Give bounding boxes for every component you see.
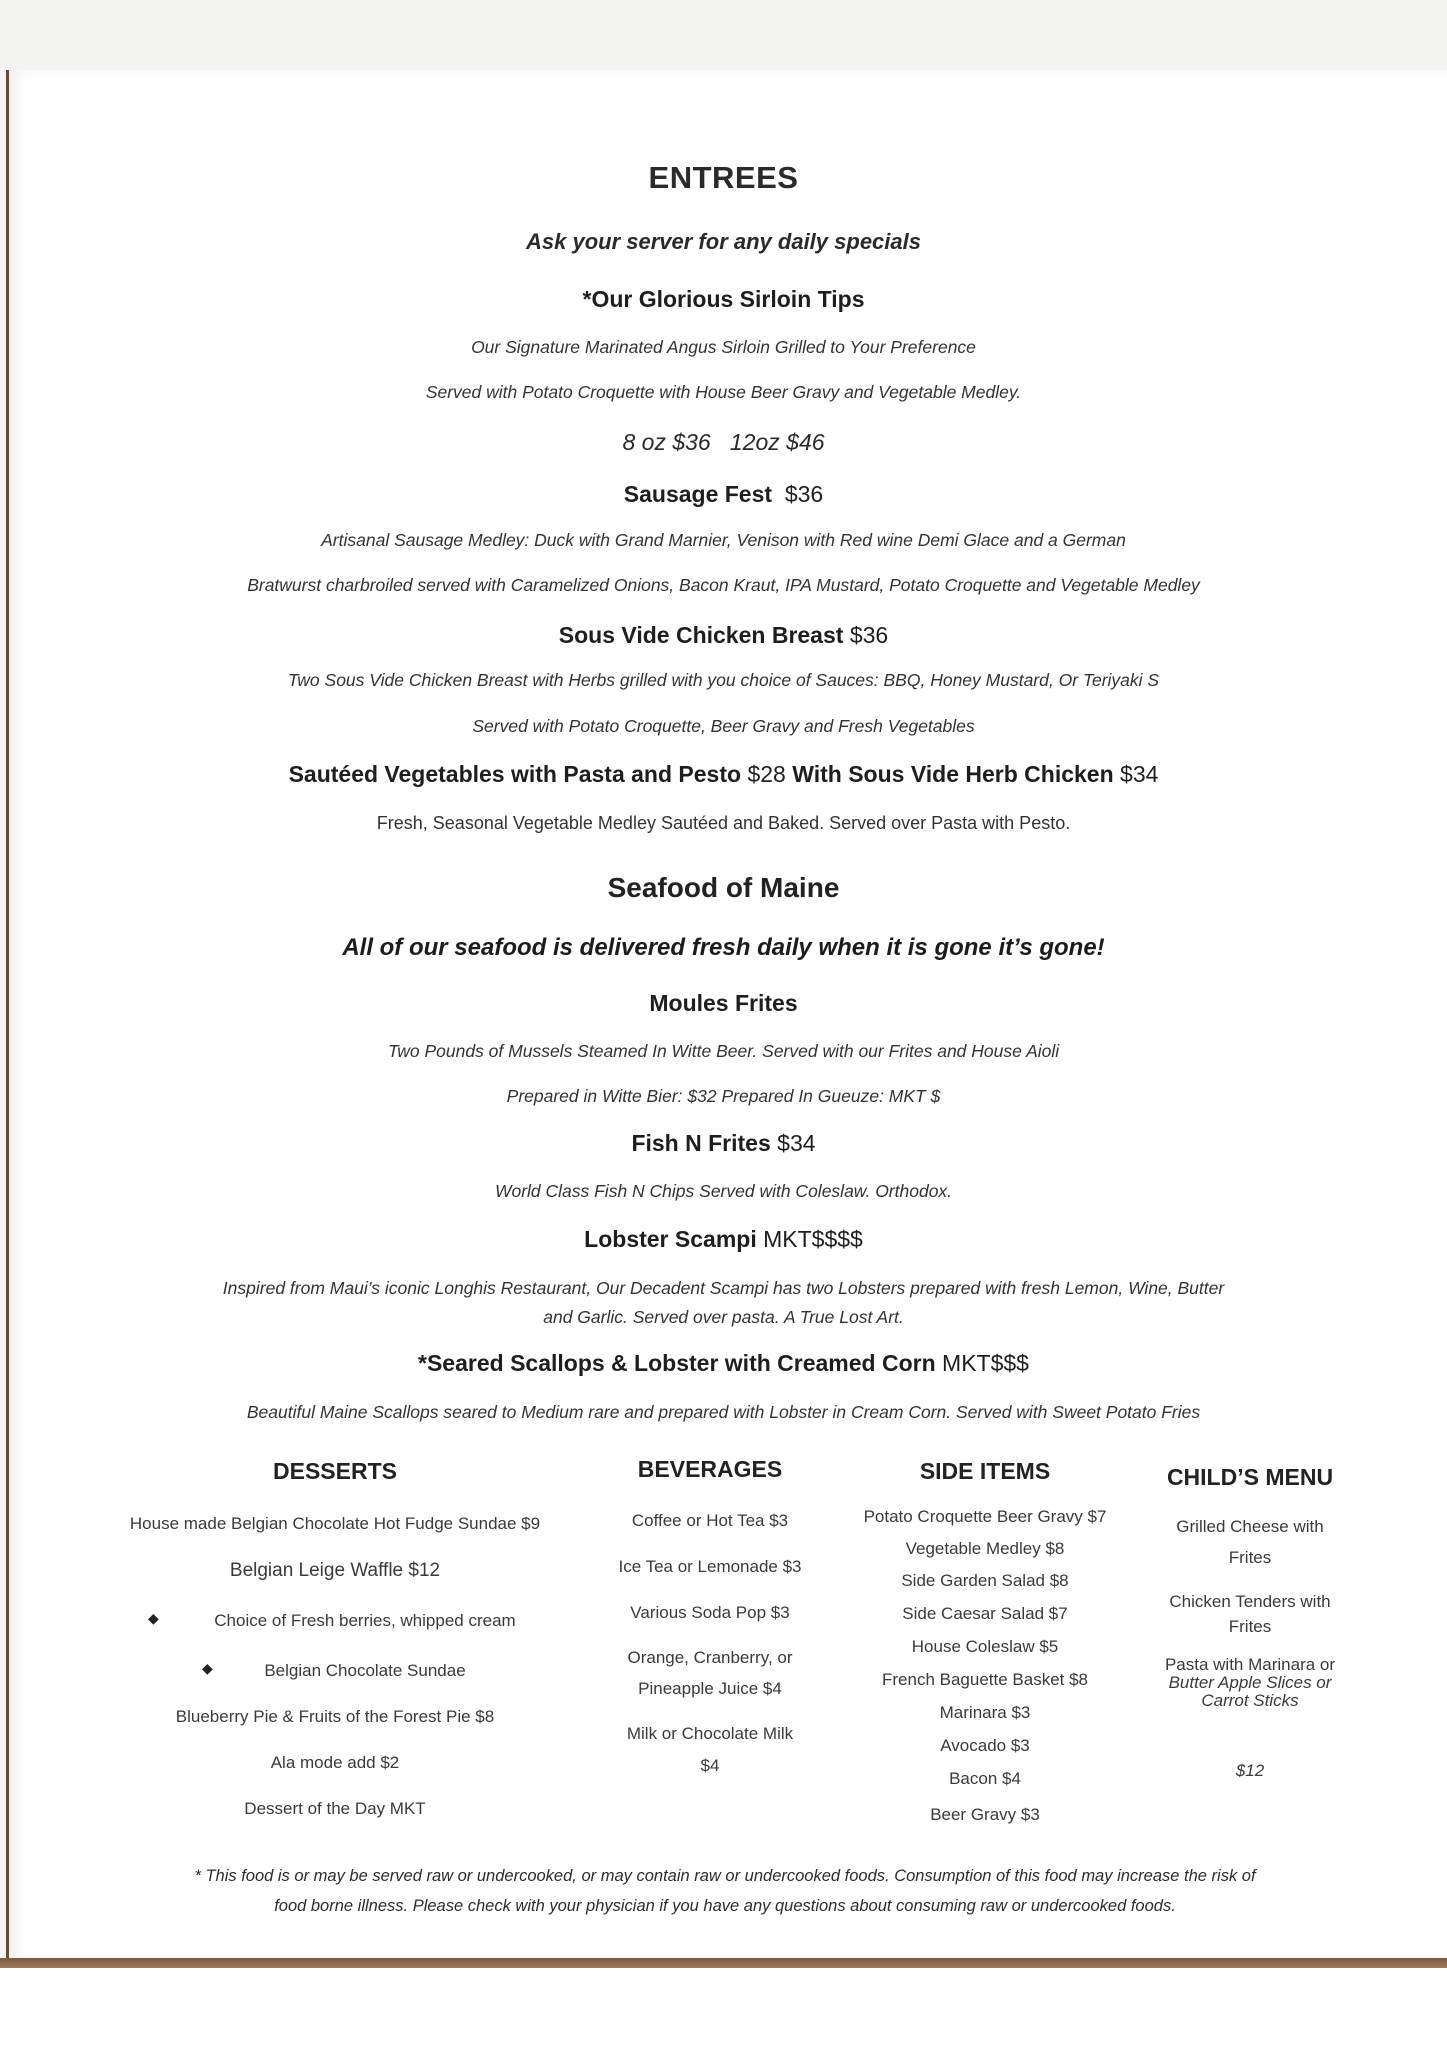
chicken-title bbox=[0, 622, 1447, 649]
seafood-note: All of our seafood is delivered fresh daily when it is gone it’s gone! bbox=[342, 934, 1105, 961]
sausage-desc-1: Artisanal Sausage Medley: Duck with Grand Marnier, Venison with Red wine Demi Glace and a German bbox=[321, 530, 1126, 550]
side-item: Bacon $4 bbox=[949, 1769, 1021, 1788]
fish-desc: World Class Fish N Chips Served with Coleslaw. Orthodox. bbox=[494, 1181, 953, 1201]
beverage-item: $4 bbox=[700, 1756, 720, 1775]
side-item: Vegetable Medley $8 bbox=[905, 1539, 1065, 1558]
child-item: Pasta with Marinara or bbox=[1164, 1655, 1336, 1674]
dessert-item: Belgian Leige Waffle $12 bbox=[229, 1560, 441, 1581]
scallops-price: MKT$$$ bbox=[942, 1350, 1029, 1376]
fish-price: $34 bbox=[777, 1130, 816, 1156]
chicken-price: $36 bbox=[849, 622, 889, 648]
dessert-item: Choice of Fresh berries, whipped cream bbox=[214, 1611, 516, 1630]
dessert-item: Belgian Chocolate Sundae bbox=[264, 1661, 466, 1680]
dessert-item: House made Belgian Chocolate Hot Fudge Sundae $9 bbox=[129, 1514, 541, 1533]
lobster-desc-1: Inspired from Maui’s iconic Longhis Restaurant, Our Decadent Scampi has two Lobsters prepared with fresh Lemon, Wine, Butter bbox=[222, 1278, 1225, 1298]
side-item: Potato Croquette Beer Gravy $7 bbox=[863, 1507, 1107, 1526]
moules-prices: Prepared in Witte Bier: $32 Prepared In Gueuze: MKT $ bbox=[506, 1086, 941, 1106]
scallops-title bbox=[0, 1350, 1447, 1377]
fish-title bbox=[0, 1130, 1447, 1157]
sausage-price: $36 bbox=[784, 481, 824, 507]
chicken-desc-2: Served with Potato Croquette, Beer Gravy and Fresh Vegetables bbox=[472, 716, 975, 736]
beverage-item: Pineapple Juice $4 bbox=[638, 1679, 782, 1698]
beverage-item: Coffee or Hot Tea $3 bbox=[631, 1511, 789, 1530]
sausage-title bbox=[0, 481, 1447, 508]
bullet-icon: ◆ bbox=[202, 1660, 213, 1676]
lobster-name: Lobster Scampi bbox=[584, 1226, 757, 1252]
pasta-desc: Fresh, Seasonal Vegetable Medley Sautéed and Baked. Served over Pasta with Pesto. bbox=[376, 813, 1071, 833]
side-item: Side Caesar Salad $7 bbox=[902, 1604, 1068, 1623]
moules-desc: Two Pounds of Mussels Steamed In Witte Beer. Served with our Frites and House Aioli bbox=[387, 1041, 1060, 1061]
seafood-heading: Seafood of Maine bbox=[607, 872, 840, 903]
pasta-name: Sautéed Vegetables with Pasta and Pesto bbox=[288, 761, 742, 787]
bullet-icon: ◆ bbox=[148, 1610, 159, 1626]
pasta-title bbox=[0, 761, 1447, 788]
sausage-desc-2: Bratwurst charbroiled served with Caramelized Onions, Bacon Kraut, IPA Mustard, Potato Croquette and Vegetable Medley bbox=[247, 575, 1200, 595]
dessert-item: Dessert of the Day MKT bbox=[244, 1799, 426, 1818]
background-below-page bbox=[0, 1968, 1447, 2048]
sirloin-desc-2: Served with Potato Croquette with House Beer Gravy and Vegetable Medley. bbox=[425, 382, 1022, 402]
child-item: Grilled Cheese with bbox=[1176, 1517, 1324, 1536]
child-item: Frites bbox=[1228, 1548, 1272, 1567]
pasta-price: $28 bbox=[747, 761, 786, 787]
side-item: House Coleslaw $5 bbox=[911, 1637, 1059, 1656]
chicken-desc-1: Two Sous Vide Chicken Breast with Herbs grilled with you choice of Sauces: BBQ, Honey Mustard, Or Teriyaki S bbox=[287, 670, 1160, 690]
child-item: Frites bbox=[1228, 1617, 1272, 1636]
raw-food-warning-2: food borne illness. Please check with your physician if you have any questions about consuming raw or undercooked foods. bbox=[274, 1897, 1176, 1915]
beverage-item: Milk or Chocolate Milk bbox=[626, 1724, 794, 1743]
lobster-desc-2: and Garlic. Served over pasta. A True Lost Art. bbox=[543, 1307, 904, 1327]
pasta-addon: With Sous Vide Herb Chicken bbox=[792, 761, 1114, 787]
beverages-heading: BEVERAGES bbox=[637, 1456, 783, 1482]
side-item: Side Garden Salad $8 bbox=[901, 1571, 1069, 1590]
chicken-name: Sous Vide Chicken Breast bbox=[558, 622, 844, 648]
child-item: $12 bbox=[1235, 1761, 1265, 1780]
specials-note: Ask your server for any daily specials bbox=[526, 229, 921, 254]
child-menu-heading: CHILD’S MENU bbox=[1166, 1464, 1334, 1490]
sirloin-size-2: 12oz $46 bbox=[729, 429, 825, 455]
sirloin-prices bbox=[0, 429, 1447, 456]
entrees-heading: ENTREES bbox=[648, 160, 799, 195]
scallops-desc: Beautiful Maine Scallops seared to Medium rare and prepared with Lobster in Cream Corn. Served with Sweet Potato Fries bbox=[246, 1402, 1201, 1422]
desserts-heading: DESSERTS bbox=[273, 1458, 397, 1484]
dessert-item: Ala mode add $2 bbox=[270, 1753, 400, 1772]
side-item: Marinara $3 bbox=[939, 1703, 1031, 1722]
sirloin-name: *Our Glorious Sirloin Tips bbox=[582, 286, 865, 312]
scallops-name: *Seared Scallops & Lobster with Creamed Corn bbox=[418, 1350, 936, 1376]
side-item: Beer Gravy $3 bbox=[930, 1805, 1040, 1824]
child-item: Butter Apple Slices or bbox=[1168, 1673, 1332, 1692]
lobster-price: MKT$$$$ bbox=[763, 1226, 863, 1252]
beverage-item: Ice Tea or Lemonade $3 bbox=[618, 1557, 802, 1576]
side-item: Avocado $3 bbox=[940, 1736, 1030, 1755]
sirloin-size-1: 8 oz $36 bbox=[622, 429, 711, 455]
sirloin-desc-1: Our Signature Marinated Angus Sirloin Grilled to Your Preference bbox=[471, 337, 976, 357]
lobster-title bbox=[0, 1226, 1447, 1253]
sausage-name: Sausage Fest bbox=[623, 481, 773, 507]
child-item: Chicken Tenders with bbox=[1169, 1592, 1331, 1611]
sides-heading: SIDE ITEMS bbox=[919, 1458, 1051, 1484]
fish-name: Fish N Frites bbox=[631, 1130, 771, 1156]
pasta-addon-price: $34 bbox=[1120, 761, 1159, 787]
dessert-item: Blueberry Pie & Fruits of the Forest Pie $8 bbox=[175, 1707, 495, 1726]
side-item: French Baguette Basket $8 bbox=[881, 1670, 1089, 1689]
child-item: Carrot Sticks bbox=[1201, 1691, 1299, 1710]
moules-name: Moules Frites bbox=[649, 990, 798, 1016]
beverage-item: Various Soda Pop $3 bbox=[630, 1603, 790, 1622]
table-edge bbox=[0, 1958, 1447, 1968]
raw-food-warning-1: * This food is or may be served raw or undercooked, or may contain raw or undercooked foods. Consumption of this food may increase the risk of bbox=[194, 1867, 1256, 1885]
beverage-item: Orange, Cranberry, or bbox=[627, 1648, 793, 1667]
